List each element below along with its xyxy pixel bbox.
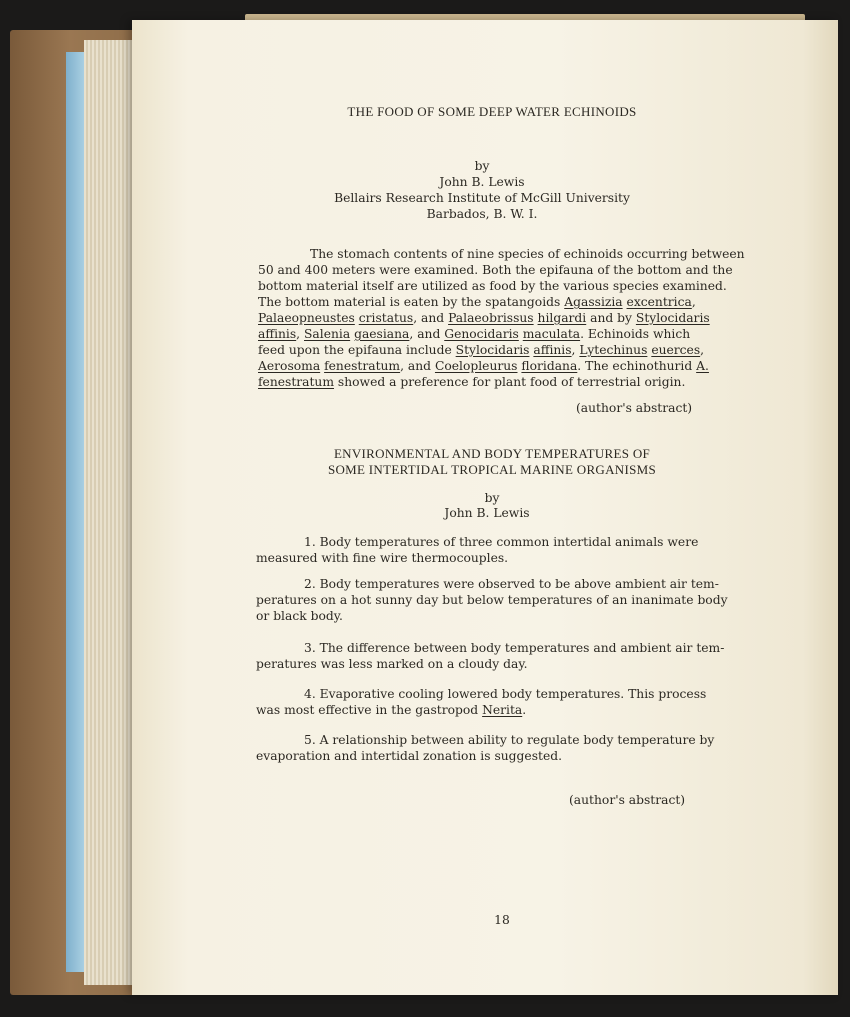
species-name: euerces <box>651 343 701 357</box>
text-run: 50 and 400 meters were examined. Both the epifauna of the bottom and the <box>258 263 733 277</box>
document-page <box>132 20 838 995</box>
text-run: , and <box>413 311 449 325</box>
species-name: maculata <box>522 327 581 341</box>
text-line <box>258 262 766 278</box>
text-line <box>258 278 766 294</box>
text-line <box>256 702 756 718</box>
article2-note: (author's abstract) <box>569 793 686 807</box>
text-run: , <box>296 327 304 341</box>
species-name: Genocidaris <box>444 327 519 341</box>
text-line <box>256 748 756 764</box>
text-line <box>258 358 766 374</box>
article1-place: Barbados, B. W. I. <box>426 207 538 221</box>
text-run: , <box>691 295 696 309</box>
article2-author: John B. Lewis <box>444 506 530 520</box>
species-name: fenestratum <box>324 359 401 373</box>
text-run: . <box>522 703 527 717</box>
species-name: cristatus <box>358 311 414 325</box>
species-name: Nerita <box>482 703 523 717</box>
text-run: . The echinothurid <box>577 359 697 373</box>
text-run: bottom material itself are utilized as food by the various species examined. <box>258 279 727 293</box>
text-run: 3. The difference between body temperatures and ambient air tem- <box>304 641 725 655</box>
article2-item-5 <box>256 732 756 764</box>
article1-title: THE FOOD OF SOME DEEP WATER ECHINOIDS <box>347 104 637 119</box>
text-run: showed a preference for plant food of terrestrial origin. <box>334 375 686 389</box>
text-line <box>256 608 756 624</box>
text-run: 4. Evaporative cooling lowered body temperatures. This process <box>304 687 707 701</box>
text-run: The stomach contents of nine species of echinoids occurring between <box>310 247 745 261</box>
text-run: 1. Body temperatures of three common intertidal animals were <box>304 535 699 549</box>
article1-author: John B. Lewis <box>439 175 525 189</box>
text-line <box>256 550 756 566</box>
text-line <box>256 534 756 550</box>
text-line <box>258 246 766 262</box>
text-line <box>256 686 756 702</box>
text-line <box>258 374 766 390</box>
article2-item-1 <box>256 534 756 566</box>
species-name: gaesiana <box>354 327 410 341</box>
text-run: , and <box>400 359 435 373</box>
text-run: peratures was less marked on a cloudy day. <box>256 657 528 671</box>
species-name: excentrica <box>626 295 692 309</box>
text-run: , <box>571 343 580 357</box>
text-line <box>256 656 756 672</box>
article2-by: by <box>484 491 500 505</box>
species-name: Stylocidaris <box>455 343 530 357</box>
text-run: or black body. <box>256 609 343 623</box>
article2-item-4 <box>256 686 756 718</box>
page-content <box>132 20 838 995</box>
species-name: Lytechinus <box>579 343 648 357</box>
text-run: , and <box>409 327 445 341</box>
text-line <box>256 640 756 656</box>
text-line <box>258 310 766 326</box>
text-run: peratures on a hot sunny day but below temperatures of an inanimate body <box>256 593 728 607</box>
species-name: Coelopleurus <box>434 359 518 373</box>
text-line <box>258 294 766 310</box>
article1-by: by <box>474 159 490 173</box>
text-line <box>256 576 756 592</box>
article2-title-line1: ENVIRONMENTAL AND BODY TEMPERATURES OF <box>333 446 651 461</box>
text-run: measured with fine wire thermocouples. <box>256 551 509 565</box>
article2-item-3 <box>256 640 756 672</box>
text-run: and by <box>586 311 636 325</box>
species-name: hilgardi <box>537 311 587 325</box>
text-line <box>258 342 766 358</box>
species-name: affinis <box>258 327 297 341</box>
article2-item-2 <box>256 576 756 624</box>
species-name: fenestratum <box>258 375 335 389</box>
article1-note: (author's abstract) <box>576 401 693 415</box>
species-name: Agassizia <box>564 295 623 309</box>
text-run: 5. A relationship between ability to regulate body temperature by <box>304 733 715 747</box>
text-run: was most effective in the gastropod <box>256 703 483 717</box>
species-name: Palaeopneustes <box>258 311 355 325</box>
text-run: . Echinoids which <box>580 327 691 341</box>
text-line <box>258 326 766 342</box>
text-line <box>256 732 756 748</box>
article2-title-line2: SOME INTERTIDAL TROPICAL MARINE ORGANISMS <box>327 462 657 477</box>
text-run: feed upon the epifauna include <box>258 343 456 357</box>
species-name: affinis <box>533 343 572 357</box>
article1-institution: Bellairs Research Institute of McGill University <box>334 191 630 205</box>
article1-abstract <box>258 246 766 390</box>
species-name: Salenia <box>304 327 351 341</box>
inserted-blue-sheet <box>66 52 84 972</box>
species-name: Stylocidaris <box>635 311 710 325</box>
article2-title <box>282 446 702 478</box>
text-run: 2. Body temperatures were observed to be above ambient air tem- <box>304 577 719 591</box>
species-name: Aerosoma <box>258 359 321 373</box>
species-name: A. <box>696 359 709 373</box>
text-line <box>256 592 756 608</box>
text-run: evaporation and intertidal zonation is suggested. <box>256 749 562 763</box>
text-run: , <box>700 343 705 357</box>
species-name: Palaeobrissus <box>448 311 534 325</box>
text-run: The bottom material is eaten by the spatangoids <box>258 295 565 309</box>
page-number: 18 <box>494 913 510 927</box>
species-name: floridana <box>521 359 578 373</box>
